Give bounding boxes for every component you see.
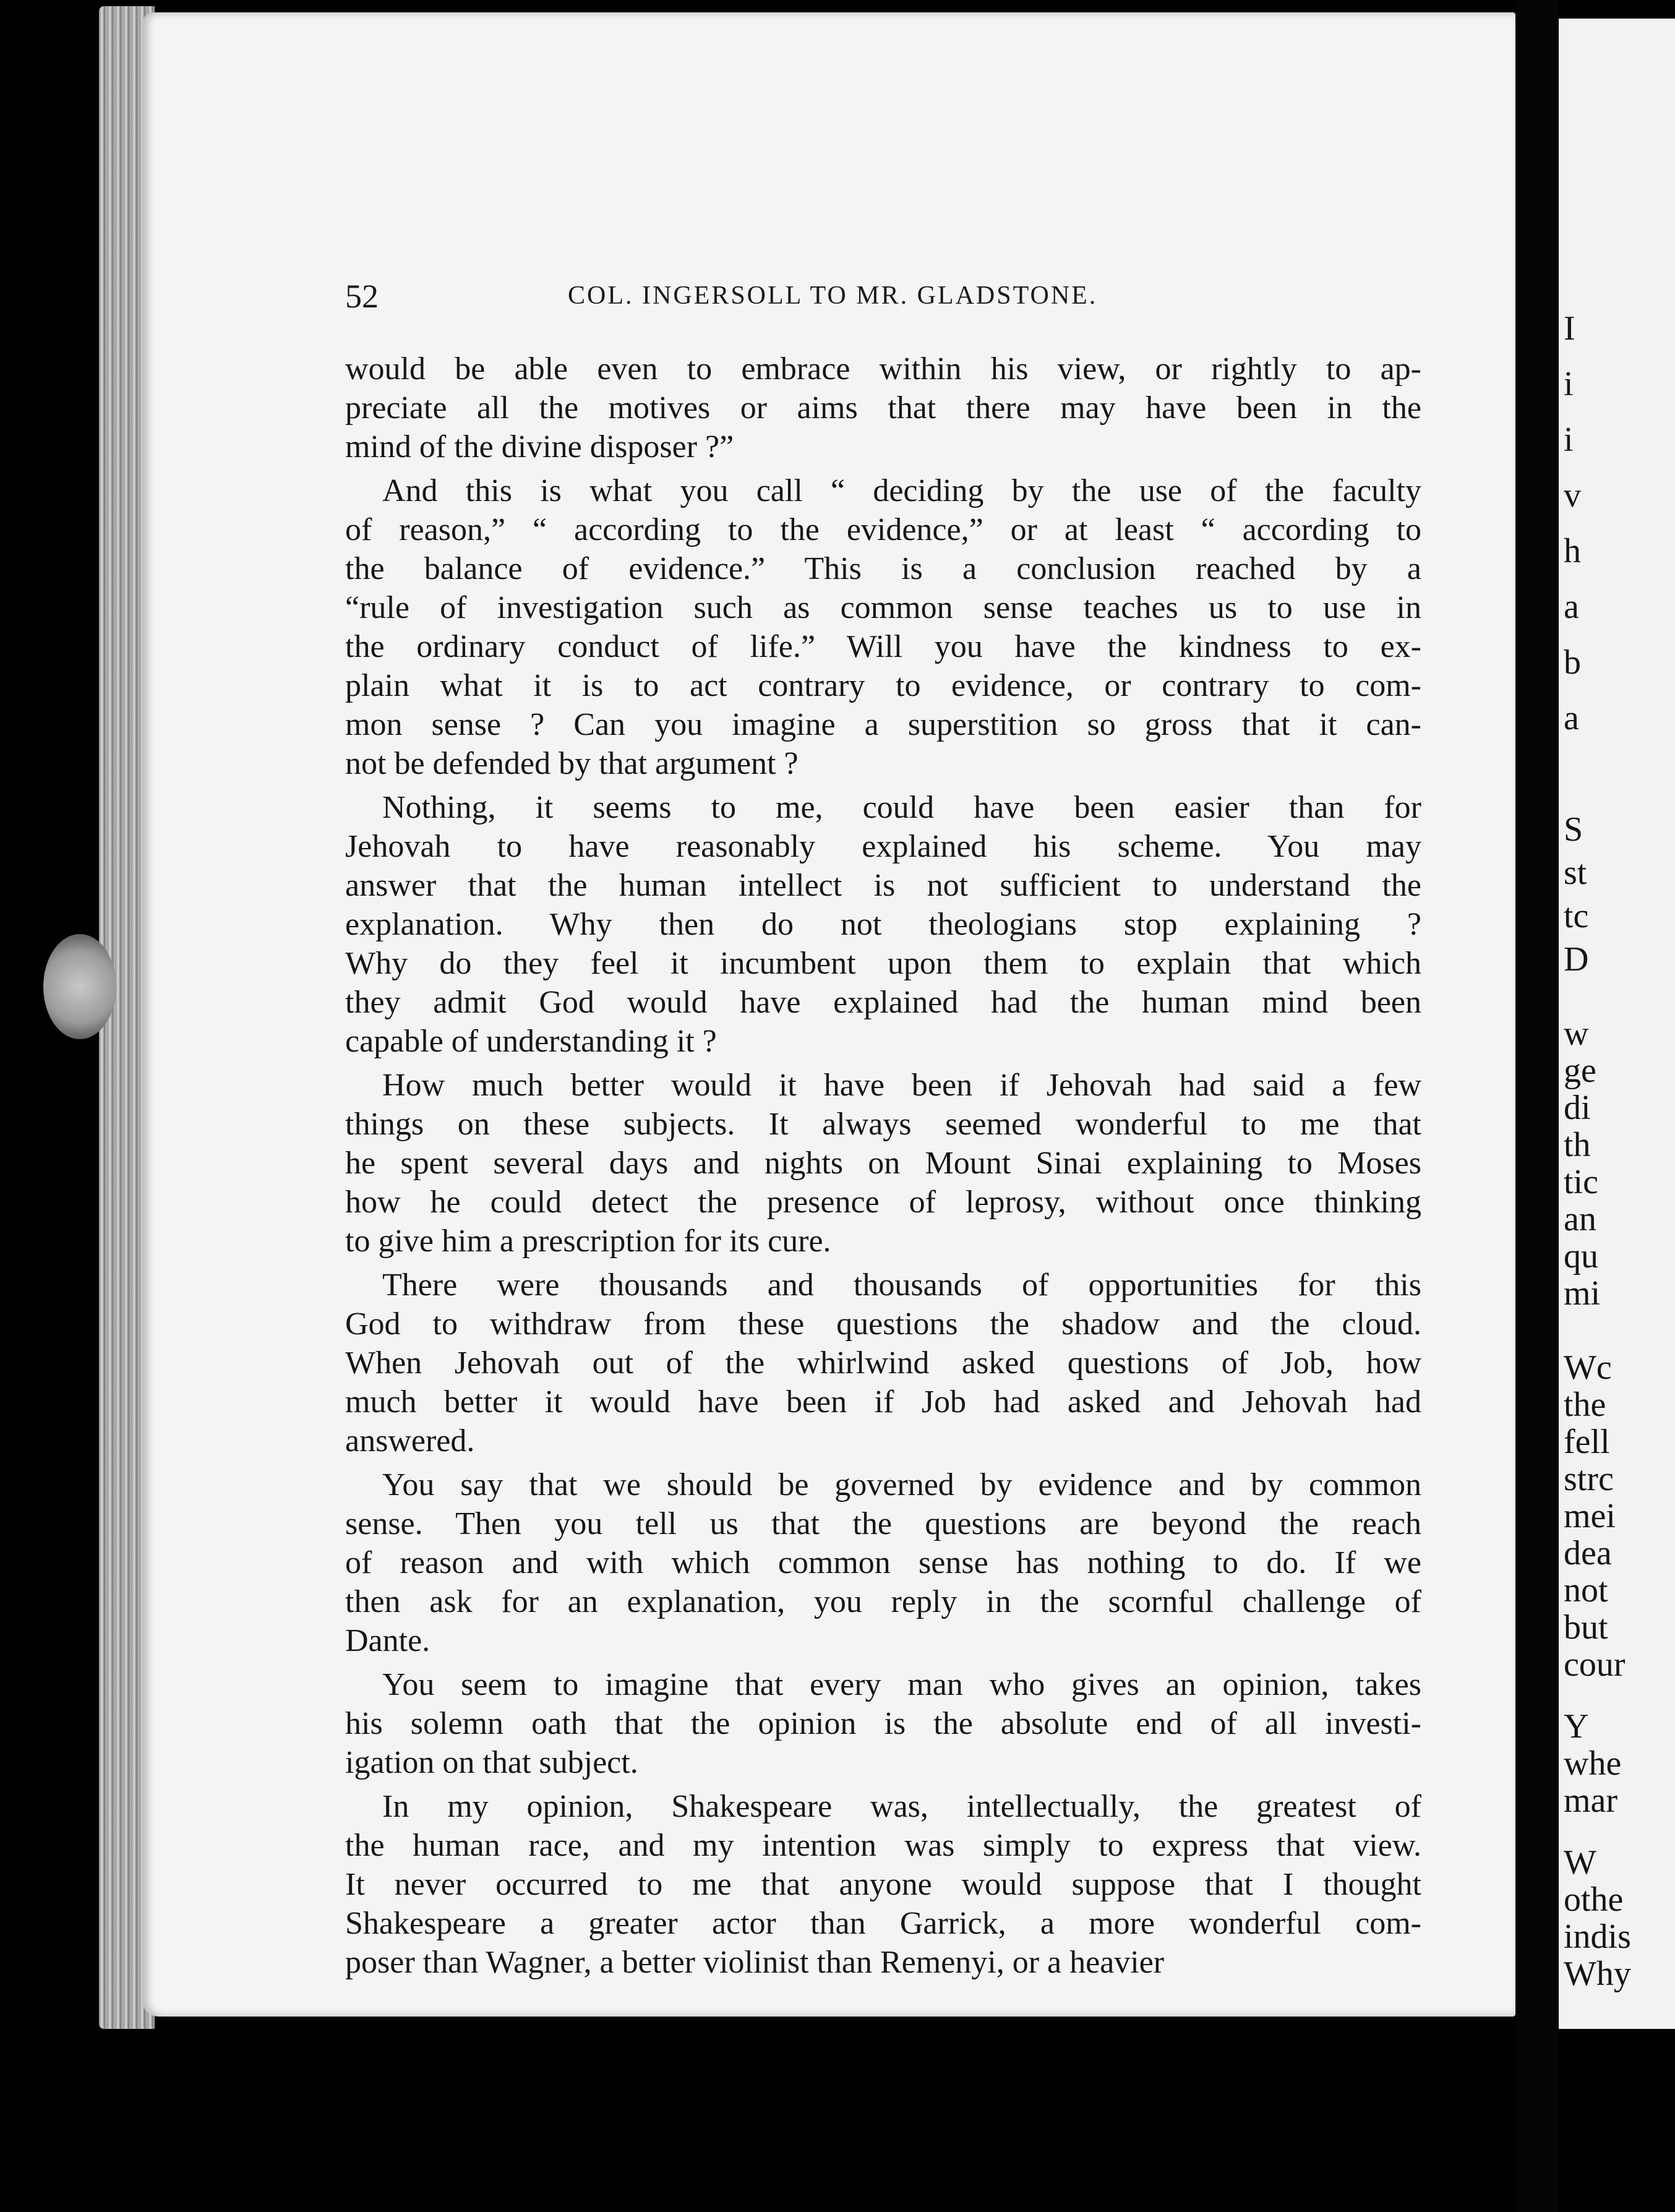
- text-line: There were thousands and thousands of opportunities for this: [382, 1267, 1421, 1303]
- text-line: It never occurred to me that anyone would suppose that I thought: [345, 1867, 1421, 1902]
- adjacent-page-text: Y: [1564, 1707, 1589, 1746]
- adjacent-page-text: h: [1564, 532, 1581, 570]
- adjacent-page-text: qu: [1564, 1237, 1598, 1275]
- adjacent-page-text: an: [1564, 1200, 1596, 1238]
- adjacent-page-text: mar: [1564, 1781, 1618, 1820]
- text-line: mon sense ? Can you imagine a superstition so gross that it can-: [345, 707, 1421, 742]
- text-line: the balance of evidence.” This is a conclusion reached by a: [345, 551, 1421, 586]
- adjacent-page-text: indis: [1564, 1918, 1631, 1956]
- text-line: things on these subjects. It always seemed wonderful to me that: [345, 1107, 1421, 1142]
- book-gutter: [1515, 0, 1559, 2212]
- adjacent-page-text: whe: [1564, 1744, 1622, 1783]
- paragraph: [345, 1787, 1421, 1982]
- adjacent-page-text: D: [1564, 940, 1589, 979]
- text-line: sense. Then you tell us that the questions are beyond the reach: [345, 1506, 1421, 1541]
- adjacent-page-text: w: [1564, 1014, 1589, 1053]
- text-line: much better it would have been if Job had asked and Jehovah had: [345, 1384, 1421, 1420]
- text-line: of reason and with which common sense has nothing to do. If we: [345, 1545, 1421, 1580]
- text-line: Why do they feel it incumbent upon them to explain that which: [345, 946, 1421, 981]
- adjacent-page-text: i: [1564, 365, 1574, 403]
- paragraph: [345, 471, 1421, 783]
- adjacent-page-text: W: [1564, 1843, 1596, 1882]
- adjacent-page-text: I: [1564, 309, 1575, 348]
- text-line: capable of understanding it ?: [345, 1024, 717, 1059]
- margin-stain: [43, 934, 116, 1039]
- text-line: God to withdraw from these questions the shadow and the cloud.: [345, 1306, 1421, 1342]
- text-line: explanation. Why then do not theologians stop explaining ?: [345, 907, 1421, 942]
- adjacent-page-text: mi: [1564, 1274, 1601, 1313]
- adjacent-page-text: v: [1564, 476, 1581, 515]
- text-line: his solemn oath that the opinion is the absolute end of all investi-: [345, 1706, 1421, 1741]
- paragraph: [345, 1665, 1421, 1782]
- text-line: how he could detect the presence of leprosy, without once thinking: [345, 1185, 1421, 1220]
- paragraph: [345, 1465, 1421, 1660]
- adjacent-page-text: b: [1564, 643, 1581, 682]
- text-line: he spent several days and nights on Mount Sinai explaining to Moses: [345, 1146, 1421, 1181]
- page-number: 52: [345, 278, 379, 315]
- adjacent-page-text: fell: [1564, 1423, 1610, 1461]
- adjacent-page-text: dea: [1564, 1534, 1612, 1572]
- adjacent-page-text: i: [1564, 421, 1574, 459]
- adjacent-page-text: ge: [1564, 1052, 1596, 1090]
- text-line: would be able even to embrace within his view, or rightly to ap-: [345, 351, 1421, 387]
- adjacent-page-text: a: [1564, 588, 1579, 626]
- adjacent-page-text: but: [1564, 1608, 1608, 1647]
- adjacent-page-text: Why: [1564, 1955, 1631, 1993]
- adjacent-page-text: st: [1564, 854, 1587, 892]
- text-line: Dante.: [345, 1623, 431, 1658]
- adjacent-page-text: mei: [1564, 1497, 1616, 1535]
- adjacent-page-text: th: [1564, 1126, 1591, 1164]
- text-line: answered.: [345, 1423, 475, 1459]
- adjacent-page-text: the: [1564, 1386, 1606, 1424]
- adjacent-page-text: strc: [1564, 1460, 1614, 1498]
- adjacent-page-text: di: [1564, 1089, 1591, 1127]
- text-line: You seem to imagine that every man who gives an opinion, takes: [382, 1667, 1421, 1702]
- text-line: answer that the human intellect is not sufficient to understand the: [345, 868, 1421, 903]
- text-line: poser than Wagner, a better violinist than Remenyi, or a heavier: [345, 1945, 1165, 1980]
- text-line: You say that we should be governed by evidence and by common: [382, 1467, 1421, 1503]
- text-line: Nothing, it seems to me, could have been easier than for: [382, 790, 1421, 825]
- adjacent-page-text: a: [1564, 699, 1579, 737]
- adjacent-page-text: not: [1564, 1571, 1608, 1610]
- text-line: preciate all the motives or aims that there may have been in the: [345, 390, 1421, 426]
- paragraph: [345, 1266, 1421, 1460]
- text-line: igation on that subject.: [345, 1745, 638, 1780]
- text-line: plain what it is to act contrary to evidence, or contrary to com-: [345, 668, 1421, 703]
- adjacent-page-text: Wc: [1564, 1348, 1612, 1387]
- adjacent-page-text: cour: [1564, 1645, 1626, 1684]
- paragraph: [345, 349, 1421, 466]
- adjacent-page-text: S: [1564, 810, 1583, 849]
- adjacent-page-fragment: [1559, 19, 1675, 2029]
- text-line: And this is what you call “ deciding by the use of the faculty: [382, 473, 1421, 508]
- text-line: the ordinary conduct of life.” Will you have the kindness to ex-: [345, 629, 1421, 664]
- page-header: [345, 277, 1459, 320]
- text-line: How much better would it have been if Jehovah had said a few: [382, 1068, 1421, 1103]
- text-line: Shakespeare a greater actor than Garrick, a more wonderful com-: [345, 1906, 1421, 1941]
- paragraph: [345, 788, 1421, 1061]
- text-line: In my opinion, Shakespeare was, intellectually, the greatest of: [382, 1789, 1421, 1824]
- text-line: they admit God would have explained had the human mind been: [345, 985, 1421, 1020]
- text-line: “rule of investigation such as common sense teaches us to use in: [345, 590, 1421, 625]
- paragraph: [345, 1066, 1421, 1261]
- text-line: then ask for an explanation, you reply in the scornful challenge of: [345, 1584, 1421, 1619]
- body-text: [345, 349, 1421, 1987]
- text-line: Jehovah to have reasonably explained his scheme. You may: [345, 829, 1421, 864]
- adjacent-page-text: tc: [1564, 897, 1589, 935]
- text-line: of reason,” “ according to the evidence,” or at least “ according to: [345, 512, 1421, 547]
- text-line: When Jehovah out of the whirlwind asked questions of Job, how: [345, 1345, 1421, 1381]
- adjacent-page-text: othe: [1564, 1880, 1624, 1919]
- adjacent-page-text: tic: [1564, 1163, 1598, 1201]
- text-line: to give him a prescription for its cure.: [345, 1224, 831, 1259]
- text-line: the human race, and my intention was simply to express that view.: [345, 1828, 1421, 1863]
- text-line: not be defended by that argument ?: [345, 746, 799, 781]
- text-line: mind of the divine disposer ?”: [345, 429, 734, 465]
- running-head: COL. INGERSOLL TO MR. GLADSTONE.: [568, 281, 1098, 310]
